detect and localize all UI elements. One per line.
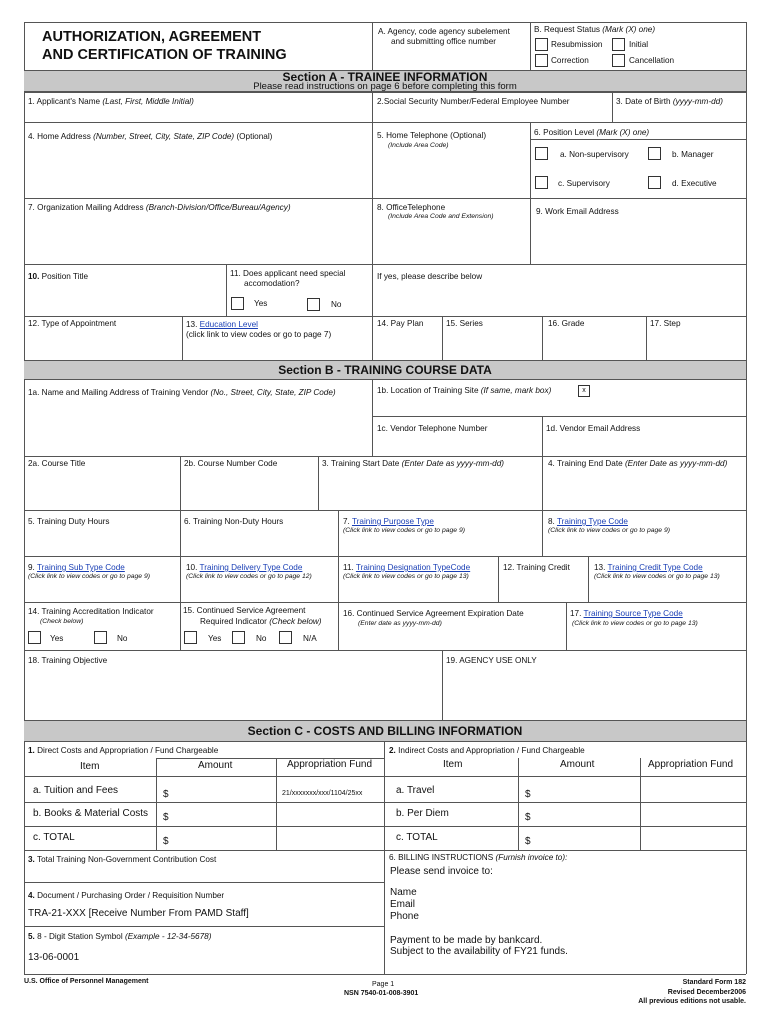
direct-fund-header: Appropriation Fund [287, 759, 373, 770]
section-a-subtitle: Please read instructions on page 6 before completing this form [253, 81, 517, 92]
supervisory-checkbox[interactable] [535, 176, 548, 189]
non-supervisory-label: a. Non-supervisory [560, 150, 629, 159]
work-email-label: 9. Work Email Address [536, 207, 619, 216]
books-label: b. Books & Material Costs [33, 808, 149, 819]
correction-label: Correction [551, 56, 589, 65]
manager-checkbox[interactable] [648, 147, 661, 160]
training-objective-label: 18. Training Objective [28, 656, 108, 665]
footer-nsn: NSN 7540-01-008-3901 [344, 990, 419, 997]
indirect-item-header: Item [443, 759, 463, 770]
form-title [42, 28, 287, 64]
requisition-number-value[interactable]: TRA-21-XXX [Receive Number From PAMD Staff] [28, 908, 249, 919]
office-telephone-note: (Include Area Code and Extension) [388, 213, 494, 220]
step-label: 17. Step [650, 319, 681, 328]
vendor-email-label: 1d. Vendor Email Address [546, 424, 641, 433]
csa-na-label: N/A [303, 634, 317, 643]
org-address-label: 7. Organization Mailing Address (Branch-Division/Office/Bureau/Agency) [28, 203, 291, 212]
delivery-type-note: (Click link to view codes or go to page 12) [186, 573, 312, 580]
form-title-line1: AUTHORIZATION, AGREEMENT [42, 29, 262, 45]
cancellation-checkbox[interactable] [612, 54, 625, 67]
agency-code-label: A. Agency, code agency subelement [378, 27, 510, 36]
grade-label: 16. Grade [548, 319, 585, 328]
education-level-note: (click link to view codes or go to page 7) [186, 330, 332, 339]
accreditation-no-label: No [117, 634, 128, 643]
accommodation-no-label: No [331, 300, 342, 309]
footer-form-number: Standard Form 182 [682, 979, 746, 986]
sub-type-link[interactable]: Training Sub Type Code [36, 563, 125, 572]
section-c-title: Section C - COSTS AND BILLING INFORMATION [247, 724, 523, 738]
books-dollar: $ [163, 812, 169, 823]
direct-total-dollar: $ [163, 836, 169, 847]
travel-label: a. Travel [396, 785, 435, 796]
purpose-type-link[interactable]: Training Purpose Type [351, 517, 434, 526]
indirect-total-dollar: $ [525, 836, 531, 847]
pay-plan-label: 14. Pay Plan [377, 319, 424, 328]
tuition-fund-value[interactable]: 21/xxxxxxx/xxx/1104/25xx [282, 790, 363, 797]
type-code-note: (Click link to view codes or go to page 9) [548, 527, 671, 534]
footer-page: Page 1 [372, 981, 395, 988]
station-symbol-label: 5. 8 - Digit Station Symbol (Example - 12-34-5678) [28, 932, 212, 941]
purpose-type-label: 7. Training Purpose Type [343, 517, 434, 526]
purpose-type-note: (Click link to view codes or go to page 9) [343, 527, 466, 534]
source-type-link[interactable]: Training Source Type Code [583, 609, 683, 618]
describe-label: If yes, please describe below [377, 272, 483, 281]
request-status-label: B. Request Status (Mark (X) one) [534, 25, 656, 34]
executive-checkbox[interactable] [648, 176, 661, 189]
accommodation-yes-checkbox[interactable] [231, 297, 244, 310]
correction-checkbox[interactable] [535, 54, 548, 67]
position-title-label: 10. Position Title [28, 272, 89, 281]
vendor-phone-label: 1c. Vendor Telephone Number [377, 424, 488, 433]
home-address-label: 4. Home Address (Number, Street, City, State, ZIP Code) (Optional) [28, 132, 273, 141]
duty-hours-label: 5. Training Duty Hours [28, 517, 110, 526]
type-code-link[interactable]: Training Type Code [556, 517, 628, 526]
credit-type-label: 13. Training Credit Type Code [594, 563, 703, 572]
executive-label: d. Executive [672, 179, 717, 188]
form-title-line2: AND CERTIFICATION OF TRAINING [42, 47, 287, 63]
indirect-total-label: c. TOTAL [396, 832, 438, 843]
designation-type-label: 11. Training Designation TypeCode [343, 563, 471, 572]
csa-yes-checkbox[interactable] [184, 631, 197, 644]
source-type-note: (Click link to view codes or go to page 13) [572, 620, 698, 627]
payment-note: Payment to be made by bankcard. [390, 935, 543, 946]
perdiem-dollar: $ [525, 812, 531, 823]
section-c-header [24, 720, 746, 742]
accommodation-label-2: accomodation? [244, 279, 300, 288]
accreditation-yes-checkbox[interactable] [28, 631, 41, 644]
resubmission-label: Resubmission [551, 40, 603, 49]
type-code-label: 8. Training Type Code [548, 517, 628, 526]
footer-agency: U.S. Office of Personnel Management [24, 978, 149, 985]
manager-label: b. Manager [672, 150, 714, 159]
sub-type-note: (Click link to view codes or go to page 9) [28, 573, 151, 580]
vendor-name-label: 1a. Name and Mailing Address of Training Vendor (No., Street, City, State, ZIP Code) [28, 388, 336, 397]
direct-total-label: c. TOTAL [33, 832, 75, 843]
csa-no-checkbox[interactable] [232, 631, 245, 644]
credit-type-link[interactable]: Training Credit Type Code [607, 563, 703, 572]
position-level-label: 6. Position Level (Mark (X) one) [534, 128, 650, 137]
footer-previous-editions: All previous editions not usable. [638, 998, 746, 1005]
section-b-title: Section B - TRAINING COURSE DATA [278, 363, 492, 377]
initial-checkbox[interactable] [612, 38, 625, 51]
education-level-label: 13. Education Level [186, 320, 258, 329]
direct-amount-header: Amount [198, 760, 233, 771]
accreditation-no-checkbox[interactable] [94, 631, 107, 644]
ssn-label: 2.Social Security Number/Federal Employee Number [377, 97, 570, 106]
accommodation-label: 11. Does applicant need special [230, 269, 346, 278]
send-invoice-text: Please send invoice to: [390, 866, 493, 877]
agency-code-label-2: and submitting office number [391, 37, 496, 46]
accreditation-note: (Check below) [40, 618, 84, 625]
start-date-label: 3. Training Start Date (Enter Date as yyyy-mm-dd) [322, 459, 505, 468]
indirect-fund-header: Appropriation Fund [648, 759, 734, 770]
billing-instructions-label: 6. BILLING INSTRUCTIONS (Furnish invoice to): [389, 853, 568, 862]
supervisory-label: c. Supervisory [558, 179, 610, 188]
delivery-type-label: 10. Training Delivery Type Code [186, 563, 303, 572]
accommodation-no-checkbox[interactable] [307, 298, 320, 311]
same-site-checkbox[interactable]: x [578, 385, 590, 397]
invoice-email: Email [390, 899, 416, 910]
training-credit-label: 12. Training Credit [503, 563, 570, 572]
station-symbol-value[interactable]: 13-06-0001 [28, 952, 80, 963]
indirect-amount-header: Amount [560, 759, 595, 770]
accommodation-yes-label: Yes [254, 299, 268, 308]
section-a-header [24, 70, 746, 92]
tuition-label: a. Tuition and Fees [33, 785, 119, 796]
office-telephone-label: 8. OfficeTelephone [377, 203, 446, 212]
education-level-link[interactable]: Education Level [199, 320, 258, 329]
series-label: 15. Series [446, 319, 483, 328]
direct-costs-label: 1. Direct Costs and Appropriation / Fund Chargeable [28, 746, 219, 755]
home-telephone-note: (Include Area Code) [388, 142, 449, 149]
csa-label: 15. Continued Service Agreement [183, 606, 306, 615]
csa-na-checkbox[interactable] [279, 631, 292, 644]
sub-type-label: 9. Training Sub Type Code [28, 563, 125, 572]
csa-expiration-label: 16. Continued Service Agreement Expiration Date [343, 609, 524, 618]
non-duty-hours-label: 6. Training Non-Duty Hours [184, 517, 284, 526]
credit-type-note: (Click link to view codes or go to page 13) [594, 573, 720, 580]
end-date-label: 4. Training End Date (Enter Date as yyyy-mm-dd) [548, 459, 728, 468]
dob-label: 3. Date of Birth (yyyy-mm-dd) [616, 97, 723, 106]
non-supervisory-checkbox[interactable] [535, 147, 548, 160]
course-title-label: 2a. Course Title [28, 459, 86, 468]
csa-label-2: Required Indicator (Check below) [200, 617, 322, 626]
footer-form-info [638, 978, 746, 1007]
training-site-label: 1b. Location of Training Site (If same, mark box) [377, 386, 552, 395]
csa-no-label: No [256, 634, 267, 643]
non-gov-cost-label: 3. Total Training Non-Government Contribution Cost [28, 855, 217, 864]
footer-revised: Revised December2006 [667, 988, 746, 996]
appointment-type-label: 12. Type of Appointment [28, 319, 117, 328]
direct-item-header: Item [80, 761, 100, 772]
travel-dollar: $ [525, 789, 531, 800]
funds-note: Subject to the availability of FY21 funds. [390, 946, 568, 957]
delivery-type-link[interactable]: Training Delivery Type Code [199, 563, 303, 572]
designation-type-note: (Click link to view codes or go to page 13) [343, 573, 469, 580]
invoice-phone: Phone [390, 911, 419, 922]
designation-type-link[interactable]: Training Designation TypeCode [355, 563, 471, 572]
accreditation-label: 14. Training Accreditation Indicator [28, 607, 154, 616]
requisition-number-label: 4. Document / Purchasing Order / Requisition Number [28, 891, 225, 900]
csa-expiration-note: (Enter date as yyyy-mm-dd) [358, 620, 442, 627]
resubmission-checkbox[interactable] [535, 38, 548, 51]
section-b-header [24, 360, 746, 380]
invoice-name: Name [390, 887, 417, 898]
csa-yes-label: Yes [208, 634, 222, 643]
agency-use-label: 19. AGENCY USE ONLY [446, 656, 537, 665]
tuition-dollar: $ [163, 789, 169, 800]
initial-label: Initial [629, 40, 649, 49]
course-number-label: 2b. Course Number Code [184, 459, 278, 468]
applicant-name-label: 1. Applicant's Name (Last, First, Middle Initial) [28, 97, 194, 106]
home-telephone-label: 5. Home Telephone (Optional) [377, 131, 487, 140]
perdiem-label: b. Per Diem [396, 808, 449, 819]
accreditation-yes-label: Yes [50, 634, 64, 643]
section-a-title: Section A - TRAINEE INFORMATION [282, 70, 488, 84]
cancellation-label: Cancellation [629, 56, 675, 65]
indirect-costs-label: 2. Indirect Costs and Appropriation / Fund Chargeable [389, 746, 585, 755]
source-type-label: 17. Training Source Type Code [570, 609, 683, 618]
